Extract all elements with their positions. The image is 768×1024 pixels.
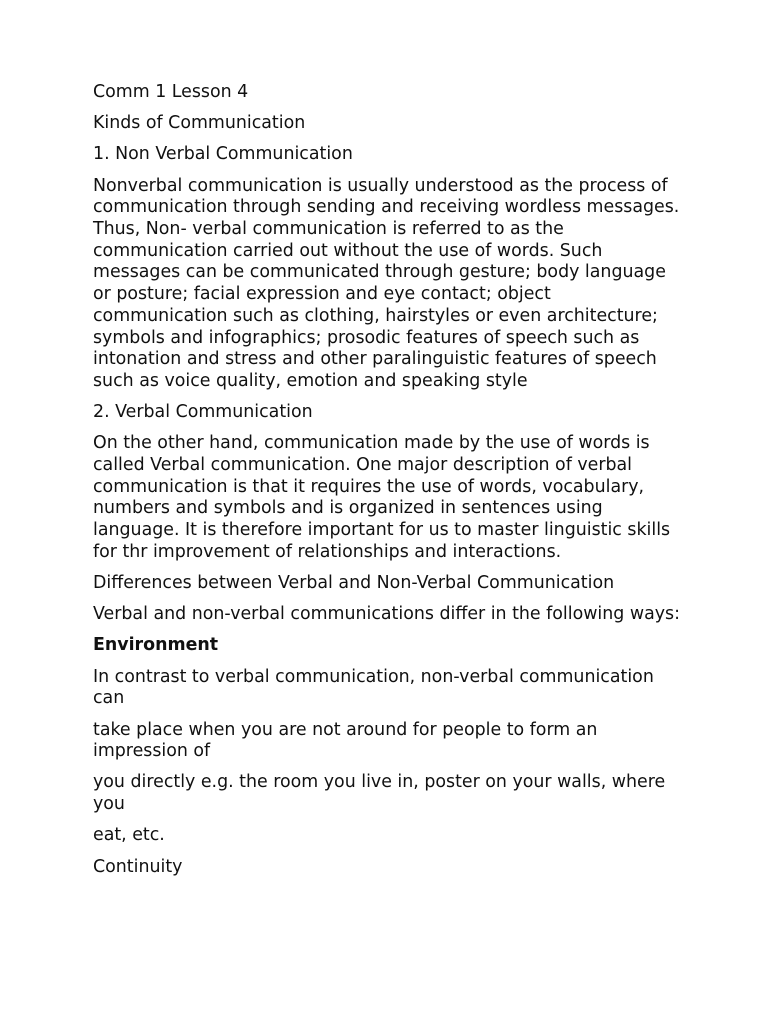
- paragraph-environment-line-4: eat, etc.: [93, 825, 165, 846]
- paragraph-environment-heading: Environment: [93, 635, 219, 656]
- paragraph-differences-intro: Verbal and non-verbal communications differ in the following ways:: [93, 604, 680, 625]
- paragraph-continuity-heading: Continuity: [93, 856, 183, 877]
- paragraph-subheading-verbal: 2. Verbal Communication: [93, 402, 313, 423]
- paragraph-subheading-nonverbal: 1. Non Verbal Communication: [93, 144, 353, 165]
- paragraph-environment-line-2: take place when you are not around for people to form an impression of: [93, 719, 598, 762]
- paragraph-nonverbal-definition: Nonverbal communication is usually understood as the process of communication through sending and receiving wordless messages. Thus, Non- verbal communication is referred to as the communication carried out without the use of words. Such messages can be communicated through gesture; body language or posture; facial expression and eye contact; object communication such as clothing, hairstyles or even architecture; symbols and infographics; prosodic features of speech such as intonation and stress and other paralinguistic features of speech such as voice quality, emotion and speaking style: [93, 175, 680, 391]
- document-page: [93, 82, 683, 888]
- paragraph-course-title: Comm 1 Lesson 4: [93, 82, 249, 102]
- paragraph-section-heading: Kinds of Communication: [93, 113, 306, 134]
- paragraph-differences-heading: Differences between Verbal and Non-Verbal Communication: [93, 573, 615, 594]
- paragraph-environment-line-1: In contrast to verbal communication, non-verbal communication can: [93, 666, 654, 709]
- paragraph-verbal-definition: On the other hand, communication made by the use of words is called Verbal communication. One major description of verbal communication is that it requires the use of words, vocabulary, numbers and symbols and is organized in sentences using language. It is therefore important for us to master linguistic skills for thr improvement of relationships and interactions.: [93, 433, 671, 562]
- paragraph-environment-line-3: you directly e.g. the room you live in, poster on your walls, where you: [93, 772, 666, 815]
